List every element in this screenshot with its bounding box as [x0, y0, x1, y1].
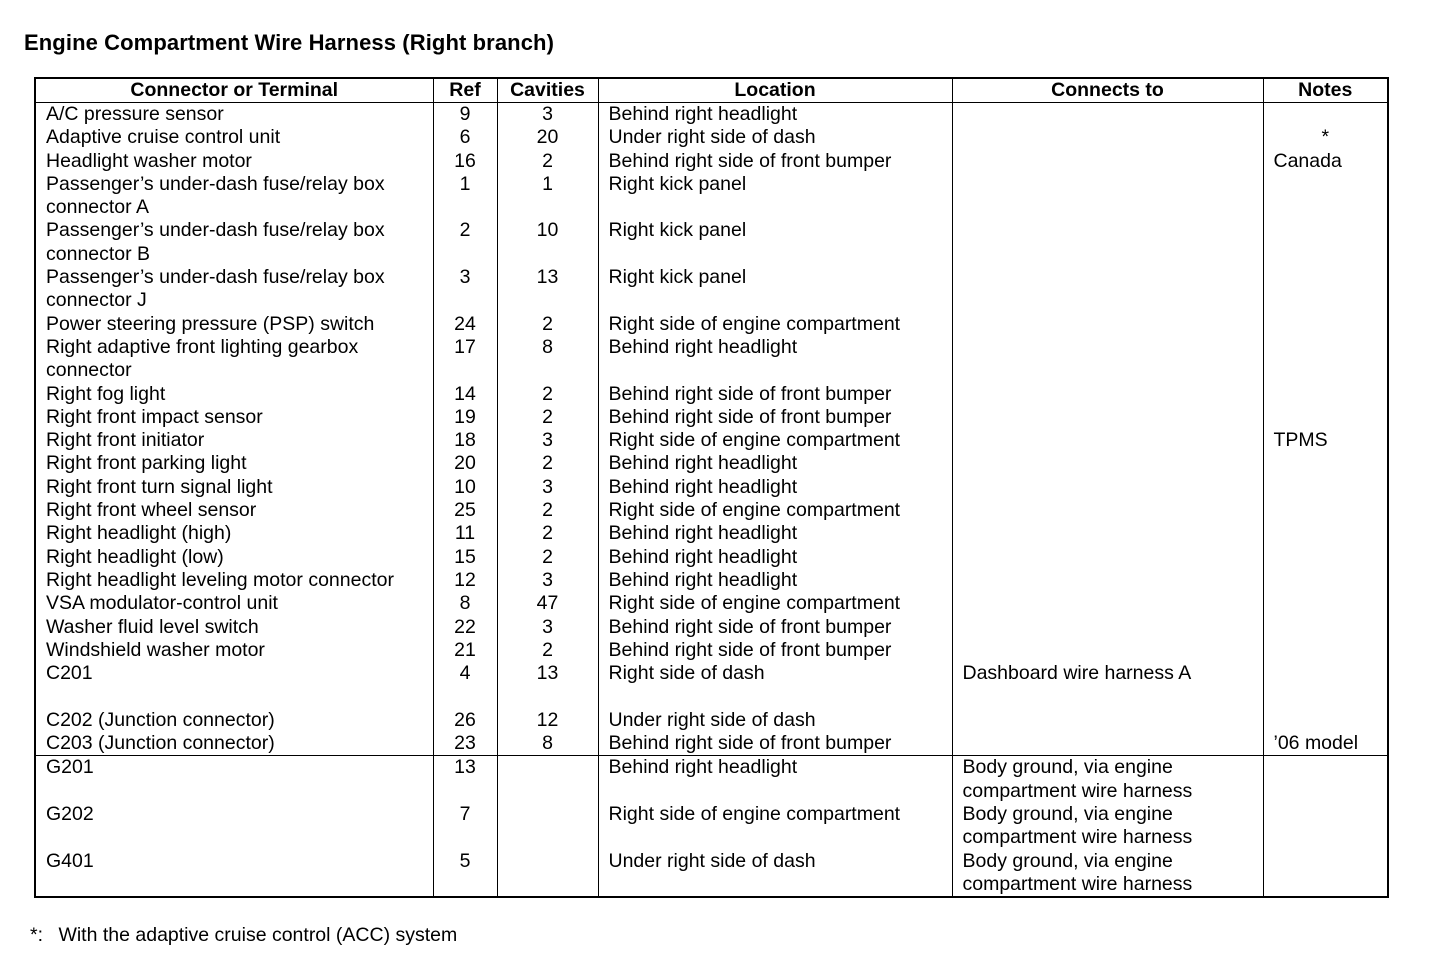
ref-cell: 11: [433, 522, 497, 545]
ref-cell: 14: [433, 383, 497, 406]
cavities-cell: 2: [497, 313, 598, 336]
connector-cell: Right front wheel sensor: [35, 499, 433, 522]
location-cell: Behind right side of front bumper: [598, 406, 952, 429]
location-cell: Behind right side of front bumper: [598, 639, 952, 662]
ref-cell: 21: [433, 639, 497, 662]
connects-to-cell: [952, 709, 1263, 732]
header-cavities: Cavities: [497, 78, 598, 103]
location-cell: Behind right headlight: [598, 336, 952, 383]
cavities-cell: 2: [497, 383, 598, 406]
connects-to-cell: [952, 732, 1263, 756]
cavities-cell: 2: [497, 499, 598, 522]
cavities-cell: 13: [497, 266, 598, 313]
location-cell: Right kick panel: [598, 266, 952, 313]
cavities-cell: [497, 756, 598, 803]
table-row: [35, 406, 1388, 429]
blank-row: [35, 685, 1388, 708]
table-row: [35, 313, 1388, 336]
connector-cell: Right adaptive front lighting gearbox connector: [35, 336, 433, 383]
ref-cell: 8: [433, 592, 497, 615]
page-title: Engine Compartment Wire Harness (Right branch): [24, 30, 555, 55]
table-row: [35, 546, 1388, 569]
ref-cell: 13: [433, 756, 497, 803]
ref-cell: 1: [433, 173, 497, 220]
ground-row: [35, 756, 1388, 803]
connector-cell: Right headlight (high): [35, 522, 433, 545]
ref-cell: 16: [433, 150, 497, 173]
location-cell: Behind right headlight: [598, 522, 952, 545]
ref-cell: 26: [433, 709, 497, 732]
connector-cell: G401: [35, 850, 433, 898]
table-row: [35, 103, 1388, 127]
connects-to-cell: [952, 639, 1263, 662]
ref-cell: 12: [433, 569, 497, 592]
connects-to-cell: [952, 522, 1263, 545]
table-row: [35, 219, 1388, 266]
connects-to-cell: [952, 336, 1263, 383]
location-cell: Right side of dash: [598, 662, 952, 685]
connects-to-cell: [952, 173, 1263, 220]
notes-cell: [1263, 803, 1388, 850]
connects-to-cell: [952, 452, 1263, 475]
notes-cell: [1263, 662, 1388, 685]
location-cell: Behind right headlight: [598, 569, 952, 592]
connector-cell: Passenger’s under-dash fuse/relay box connector A: [35, 173, 433, 220]
connector-cell: Adaptive cruise control unit: [35, 126, 433, 149]
table-row: [35, 150, 1388, 173]
notes-cell: [1263, 173, 1388, 220]
connector-cell: Right front initiator: [35, 429, 433, 452]
ref-cell: 17: [433, 336, 497, 383]
cavities-cell: 13: [497, 662, 598, 685]
notes-cell: [1263, 546, 1388, 569]
cavities-cell: 20: [497, 126, 598, 149]
cavities-cell: 3: [497, 616, 598, 639]
table-row: [35, 662, 1388, 685]
table-row: [35, 522, 1388, 545]
location-cell: Right side of engine compartment: [598, 313, 952, 336]
ref-cell: 20: [433, 452, 497, 475]
notes-cell: [1263, 592, 1388, 615]
connector-cell: Right fog light: [35, 383, 433, 406]
connector-cell: Right headlight (low): [35, 546, 433, 569]
footnote: [30, 924, 457, 947]
location-cell: Behind right side of front bumper: [598, 150, 952, 173]
connector-cell: Right headlight leveling motor connector: [35, 569, 433, 592]
ref-cell: 9: [433, 103, 497, 127]
table-row: [35, 266, 1388, 313]
connects-to-cell: Body ground, via engine compartment wire harness: [952, 756, 1263, 803]
ground-row: [35, 803, 1388, 850]
table-row: [35, 383, 1388, 406]
location-cell: Right kick panel: [598, 173, 952, 220]
connects-to-cell: [952, 150, 1263, 173]
ref-cell: 18: [433, 429, 497, 452]
cavities-cell: [497, 803, 598, 850]
connects-to-cell: [952, 569, 1263, 592]
ref-cell: 24: [433, 313, 497, 336]
notes-cell: Canada: [1263, 150, 1388, 173]
connector-cell: Right front turn signal light: [35, 476, 433, 499]
location-cell: Right side of engine compartment: [598, 592, 952, 615]
connects-to-cell: Body ground, via engine compartment wire harness: [952, 850, 1263, 898]
cavities-cell: 2: [497, 639, 598, 662]
connects-to-cell: [952, 383, 1263, 406]
ref-cell: 25: [433, 499, 497, 522]
location-cell: Behind right side of front bumper: [598, 732, 952, 756]
cavities-cell: 8: [497, 336, 598, 383]
table-row: [35, 709, 1388, 732]
cavities-cell: 2: [497, 546, 598, 569]
cavities-cell: 2: [497, 406, 598, 429]
notes-cell: [1263, 616, 1388, 639]
ref-cell: 4: [433, 662, 497, 685]
location-cell: Behind right side of front bumper: [598, 616, 952, 639]
cavities-cell: 3: [497, 429, 598, 452]
connector-cell: Passenger’s under-dash fuse/relay box connector B: [35, 219, 433, 266]
header-location: Location: [598, 78, 952, 103]
connector-cell: C203 (Junction connector): [35, 732, 433, 756]
ref-cell: 5: [433, 850, 497, 898]
ref-cell: 10: [433, 476, 497, 499]
cavities-cell: 3: [497, 476, 598, 499]
wire-harness-table: [34, 77, 1389, 898]
connects-to-cell: [952, 546, 1263, 569]
notes-cell: *: [1263, 126, 1388, 149]
ref-cell: 3: [433, 266, 497, 313]
connects-to-cell: [952, 406, 1263, 429]
header-notes: Notes: [1263, 78, 1388, 103]
cavities-cell: [497, 850, 598, 898]
header-connector: Connector or Terminal: [35, 78, 433, 103]
location-cell: Behind right side of front bumper: [598, 383, 952, 406]
ref-cell: 2: [433, 219, 497, 266]
notes-cell: [1263, 476, 1388, 499]
ref-cell: 19: [433, 406, 497, 429]
table-row: [35, 429, 1388, 452]
connects-to-cell: [952, 103, 1263, 127]
connects-to-cell: [952, 219, 1263, 266]
connects-to-cell: [952, 616, 1263, 639]
location-cell: Under right side of dash: [598, 850, 952, 898]
connects-to-cell: Dashboard wire harness A: [952, 662, 1263, 685]
connects-to-cell: [952, 592, 1263, 615]
connector-cell: Passenger’s under-dash fuse/relay box connector J: [35, 266, 433, 313]
location-cell: Under right side of dash: [598, 709, 952, 732]
notes-cell: [1263, 850, 1388, 898]
notes-cell: [1263, 313, 1388, 336]
notes-cell: [1263, 406, 1388, 429]
location-cell: Behind right headlight: [598, 756, 952, 803]
table-row: [35, 616, 1388, 639]
notes-cell: [1263, 522, 1388, 545]
cavities-cell: 2: [497, 522, 598, 545]
connector-cell: C201: [35, 662, 433, 685]
notes-cell: [1263, 266, 1388, 313]
table-row: [35, 336, 1388, 383]
notes-cell: [1263, 383, 1388, 406]
connects-to-cell: [952, 476, 1263, 499]
connects-to-cell: Body ground, via engine compartment wire harness: [952, 803, 1263, 850]
connects-to-cell: [952, 313, 1263, 336]
location-cell: Right kick panel: [598, 219, 952, 266]
connector-cell: Right front parking light: [35, 452, 433, 475]
cavities-cell: 8: [497, 732, 598, 756]
cavities-cell: 10: [497, 219, 598, 266]
table-row: [35, 476, 1388, 499]
location-cell: Right side of engine compartment: [598, 499, 952, 522]
table-row: [35, 452, 1388, 475]
location-cell: Behind right headlight: [598, 103, 952, 127]
connector-cell: Headlight washer motor: [35, 150, 433, 173]
notes-cell: [1263, 639, 1388, 662]
table-row: [35, 592, 1388, 615]
footnote-symbol: *:: [30, 924, 44, 946]
location-cell: Behind right headlight: [598, 546, 952, 569]
ref-cell: 6: [433, 126, 497, 149]
ref-cell: 7: [433, 803, 497, 850]
connects-to-cell: [952, 126, 1263, 149]
header-connects-to: Connects to: [952, 78, 1263, 103]
connects-to-cell: [952, 499, 1263, 522]
connector-cell: Washer fluid level switch: [35, 616, 433, 639]
connector-cell: G201: [35, 756, 433, 803]
ref-cell: 23: [433, 732, 497, 756]
notes-cell: [1263, 452, 1388, 475]
header-ref: Ref: [433, 78, 497, 103]
table-row: [35, 732, 1388, 756]
cavities-cell: 2: [497, 150, 598, 173]
location-cell: Under right side of dash: [598, 126, 952, 149]
notes-cell: [1263, 219, 1388, 266]
table-row: [35, 639, 1388, 662]
connector-cell: Right front impact sensor: [35, 406, 433, 429]
table-row: [35, 126, 1388, 149]
location-cell: Right side of engine compartment: [598, 429, 952, 452]
connector-cell: VSA modulator-control unit: [35, 592, 433, 615]
cavities-cell: 3: [497, 103, 598, 127]
cavities-cell: 3: [497, 569, 598, 592]
notes-cell: ’06 model: [1263, 732, 1388, 756]
table-row: [35, 569, 1388, 592]
cavities-cell: 1: [497, 173, 598, 220]
cavities-cell: 47: [497, 592, 598, 615]
connects-to-cell: [952, 266, 1263, 313]
notes-cell: [1263, 103, 1388, 127]
connector-cell: G202: [35, 803, 433, 850]
connector-cell: Windshield washer motor: [35, 639, 433, 662]
table-row: [35, 173, 1388, 220]
connector-cell: Power steering pressure (PSP) switch: [35, 313, 433, 336]
notes-cell: [1263, 569, 1388, 592]
notes-cell: [1263, 499, 1388, 522]
ground-row: [35, 850, 1388, 898]
cavities-cell: 2: [497, 452, 598, 475]
footnote-text: With the adaptive cruise control (ACC) system: [58, 924, 458, 946]
table-row: [35, 499, 1388, 522]
location-cell: Behind right headlight: [598, 476, 952, 499]
notes-cell: [1263, 756, 1388, 803]
ref-cell: 15: [433, 546, 497, 569]
table-header-row: [35, 78, 1388, 103]
location-cell: Right side of engine compartment: [598, 803, 952, 850]
connector-cell: C202 (Junction connector): [35, 709, 433, 732]
connector-cell: A/C pressure sensor: [35, 103, 433, 127]
notes-cell: TPMS: [1263, 429, 1388, 452]
location-cell: Behind right headlight: [598, 452, 952, 475]
ref-cell: 22: [433, 616, 497, 639]
connects-to-cell: [952, 429, 1263, 452]
notes-cell: [1263, 709, 1388, 732]
notes-cell: [1263, 336, 1388, 383]
cavities-cell: 12: [497, 709, 598, 732]
